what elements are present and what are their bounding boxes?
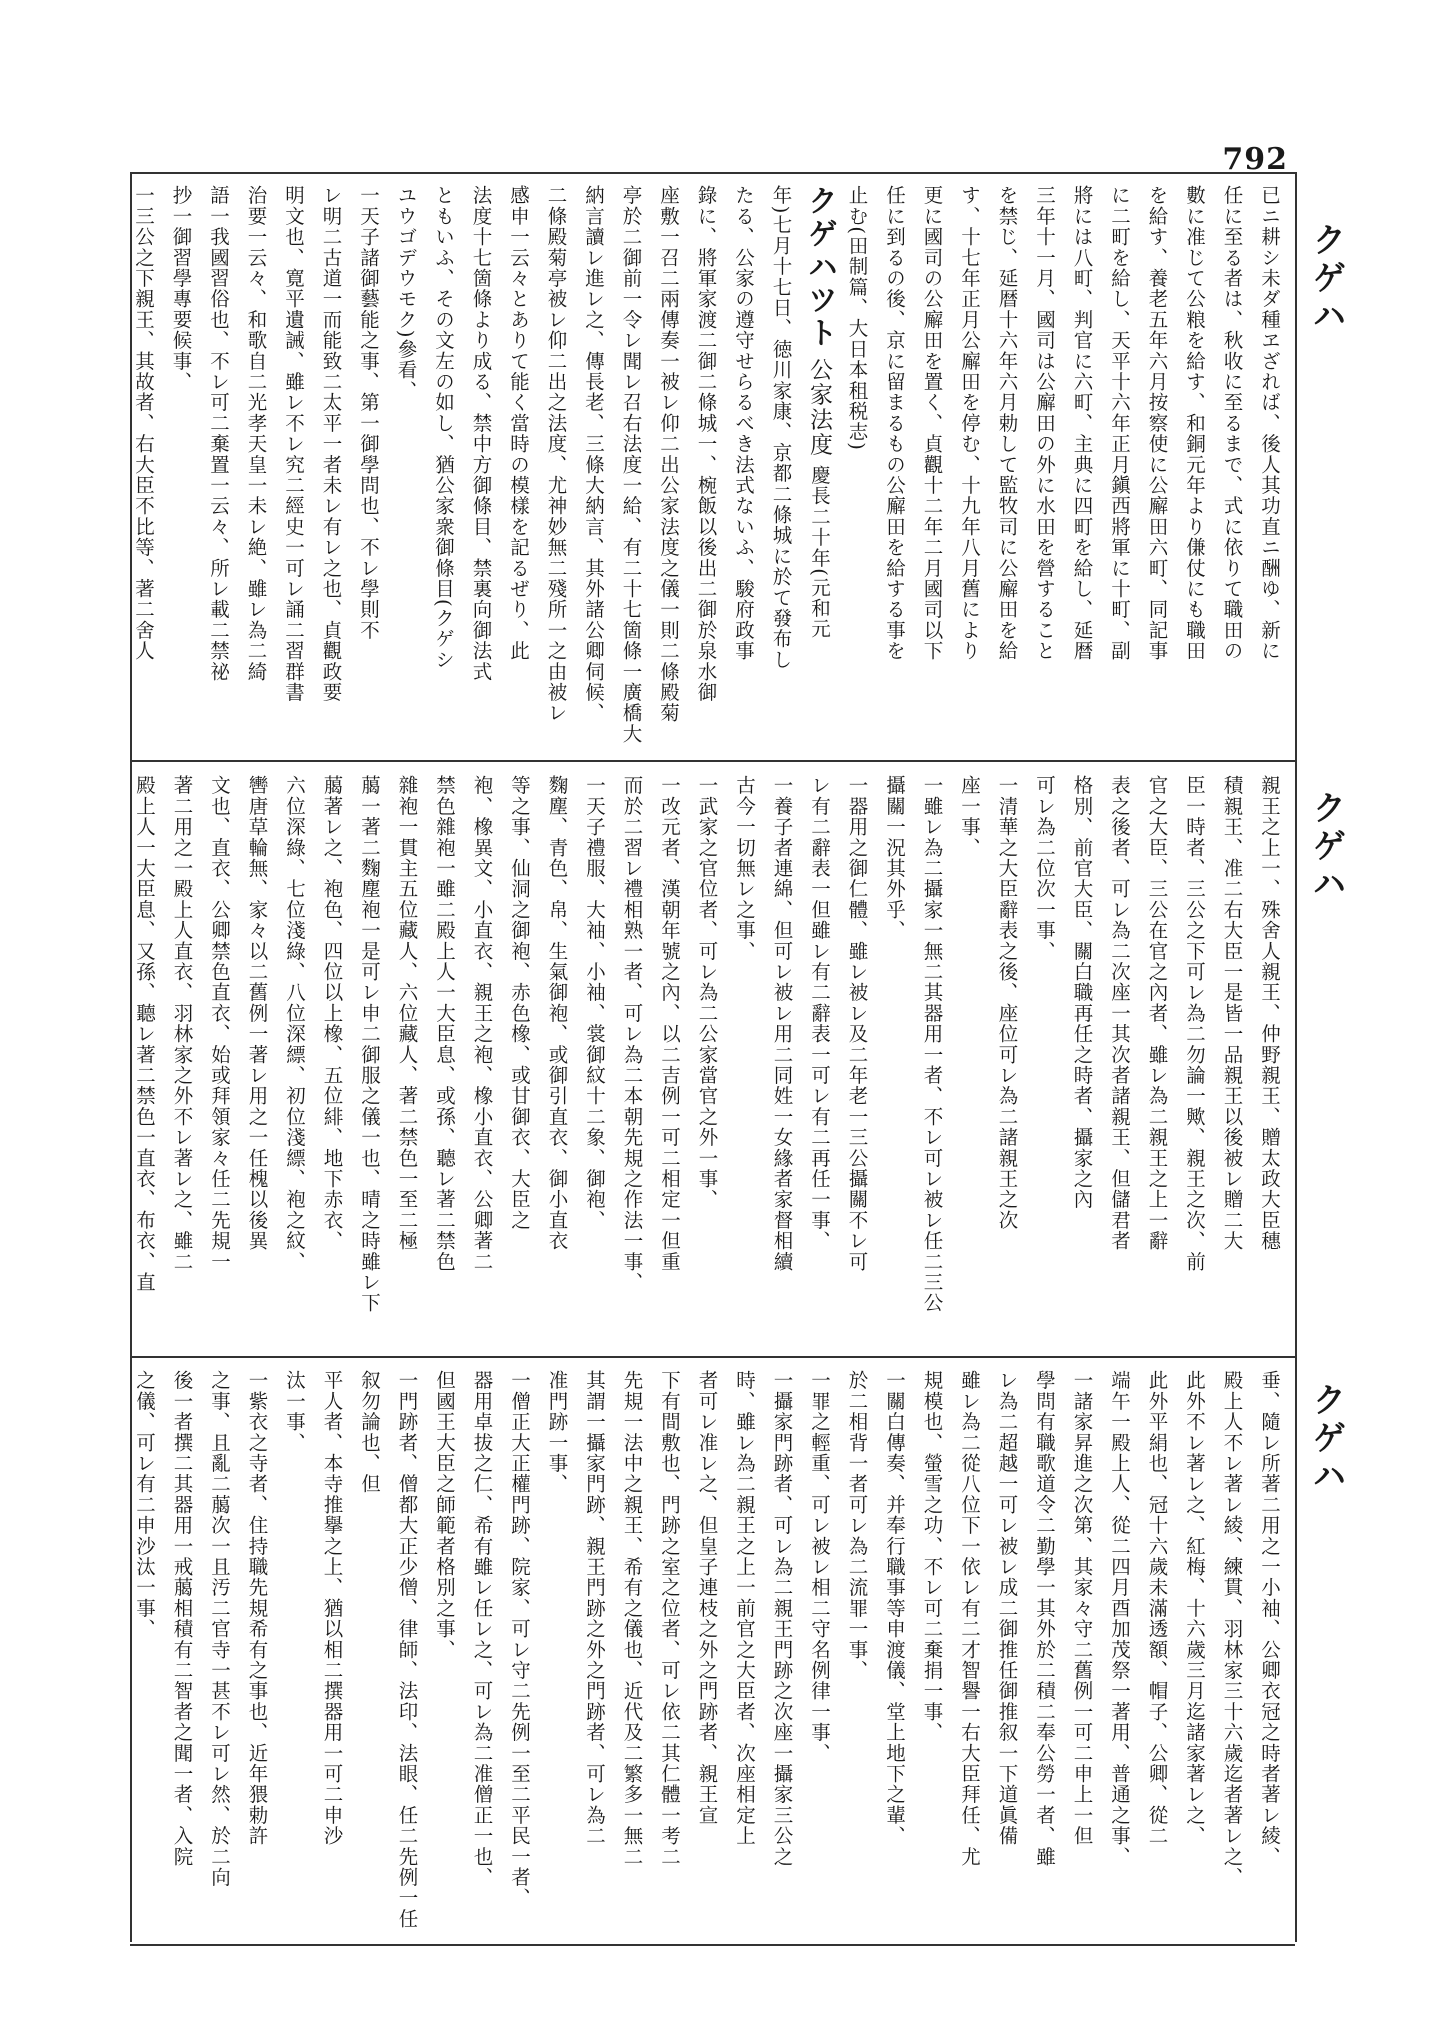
text-line: 格別、前官大臣、關白職再任之時者、攝家之內 xyxy=(1070,775,1094,1210)
text-line: ともいふ、その文左の如し、猶公家衆御條目(クゲシ xyxy=(432,185,455,670)
text-line: 一改元者、漢朝年號之內、以二吉例一可二相定一但重 xyxy=(658,775,681,1272)
text-line: 其謂一攝家門跡、親王門跡之外之門跡者、可レ為二 xyxy=(583,1370,606,1847)
text-line: レ明二古道一而能致二太平一者未レ有レ之也、貞觀政要 xyxy=(319,185,343,703)
text-line: を給す、養老五年六月按察使に公廨田六町、同記事 xyxy=(1145,185,1169,662)
text-line: 雖レ為二從八位下一依レ有二才智譽一右大臣拜任、尤 xyxy=(958,1370,981,1867)
running-head-middle: クゲハ xyxy=(1306,790,1346,904)
text-line: たる、公家の遵守せらるべき法式ないふ、駿府政事 xyxy=(732,185,755,662)
section-divider-upper xyxy=(130,760,1295,762)
running-head-top: クゲハ xyxy=(1306,222,1346,336)
text-line: 一門跡者、僧都大正少僧、律師、法印、法眼、任二先例一任叙勿論也、但 xyxy=(358,1370,419,1929)
text-line: 禁色雜袍一雖二殿上人一大臣息、或孫、聽レ著二禁色 xyxy=(433,775,456,1272)
text-line: 任に至る者は、秋收に至るまで、式に依りて職田の xyxy=(1220,185,1244,662)
text-line: ユウゴデウモク)參看、 xyxy=(394,185,418,401)
text-line: 者可レ准レ之、但皇子連枝之外之門跡者、親王宣 xyxy=(695,1370,719,1826)
text-line: 一天子諸御藝能之事、第一御學問也、不レ學則不 xyxy=(357,185,380,641)
text-line: 數に准じて公粮を給す、和銅元年より傔仗にも職田 xyxy=(1183,185,1206,662)
bottom-section xyxy=(133,1370,1288,1932)
text-line: 亭於二御前一令レ聞レ召右法度一給、有二十七箇條一廣橋大 xyxy=(619,185,643,744)
text-line: を禁じ、延暦十六年六月勅して監牧司に公廨田を給 xyxy=(995,185,1019,662)
text-line: 親王之上一、殊舍人親王、仲野親王、贈太政大臣穗 xyxy=(1258,775,1281,1252)
text-line: 表之後者、可レ為二次座一其次者諸親王、但儲君者 xyxy=(1108,775,1131,1252)
text-line: 止む(田制篇、大日本租税志) xyxy=(845,185,869,452)
text-line: 可レ為二位次一事、 xyxy=(1033,775,1056,962)
text-line: 先規一法中之親王、希有之儀也、近代及二繁多一無二 xyxy=(620,1370,644,1867)
text-line: 六位深綠、七位淺綠、八位深縹、初位淺縹、袍之紋、 xyxy=(283,775,306,1272)
entry-note: 慶長二十年(元和元 xyxy=(808,464,831,640)
text-line: 於二相背一者可レ為二流罪一事、 xyxy=(845,1370,869,1681)
text-line: 一紫衣之寺者、住持職先規希有之事也、近年猥勅許 xyxy=(245,1370,269,1847)
entry-subtitle: 公家法度 xyxy=(806,357,832,458)
text-line: 一養子者連綿、但可レ被レ用二同姓一女緣者家督相續 xyxy=(770,775,794,1272)
text-line: に二町を給し、天平十六年正月鎭西將軍に十町、副 xyxy=(1108,185,1131,662)
text-line: 臣一時者、三公之下可レ為二勿論一歟、親王之次、前 xyxy=(1183,775,1206,1272)
text-line: 一雖レ為二攝家一無二其器用一者、不レ可レ被レ任二三公 xyxy=(920,775,944,1314)
text-line: 抄一御習學專要候事、 xyxy=(169,185,193,392)
text-line: 學問有職歌道令二勤學一其外於二積二奉公勞一者、雖 xyxy=(1033,1370,1056,1867)
entry-title: クゲハツト xyxy=(802,185,837,350)
section-divider-lower xyxy=(130,1356,1295,1358)
text-line: 一武家之官位者、可レ為二公家當官之外一事、 xyxy=(695,775,719,1210)
text-line: 座敷一召二兩傳奏一被レ仰二出公家法度之儀一則二條殿菊 xyxy=(657,185,680,724)
text-line: 二條殿菊亭被レ仰二出之法度、尤神妙無二殘所一之由被レ xyxy=(544,185,568,724)
text-line: 垂、隨レ所著二用之一小袖、公卿衣冠之時者著レ綾、 xyxy=(1258,1370,1281,1867)
text-line: 等之事、仙洞之御袍、赤色橡、或甘御衣、大臣之 xyxy=(508,775,531,1231)
text-line: 一清華之大臣辭表之後、座位可レ為二諸親王之次 xyxy=(995,775,1019,1231)
text-line: 後一者撰二其器用一戒﨟相積有二智者之聞一者、入院 xyxy=(170,1370,194,1867)
text-line: 一攝家門跡者、可レ為二親王門跡之次座一攝家三公之 xyxy=(770,1370,794,1867)
text-line: 將には八町、判官に六町、主典に四町を給し、延暦 xyxy=(1070,185,1094,662)
text-line: 一天子禮服、大袖、小袖、裳御紋十二象、御袍、 xyxy=(583,775,606,1231)
text-line: 任に到るの後、京に留まるもの公廨田を給する事を xyxy=(883,185,906,662)
text-line: 錄に、將軍家渡二御二條城一、椀飯以後出二御於泉水御 xyxy=(694,185,718,703)
text-line: 之儀、可レ有二申沙汰一事、 xyxy=(133,1370,156,1640)
page-number: 792 xyxy=(1222,142,1288,177)
text-line: 法度十七箇條より成る、禁中方御條目、禁裏向御法式 xyxy=(469,185,493,682)
text-line: 時、雖レ為二親王之上一前官之大臣者、次座相定上 xyxy=(733,1370,756,1847)
text-line: 年)七月十七日、徳川家康、京都二條城に於て發布し xyxy=(769,185,793,670)
text-line: 一器用之御仁體、雖レ被レ及二年老一三公攝關不レ可 xyxy=(845,775,869,1272)
text-line: 積親王、准二右大臣一是皆一品親王以後被レ贈二大 xyxy=(1220,775,1244,1252)
text-line: 一關白傳奏、并奉行職事等申渡儀、堂上地下之輩、 xyxy=(883,1370,906,1847)
text-line: レ有二辭表一但雖レ有二辭表一可レ有二再任一事、 xyxy=(808,775,831,1252)
text-line: 更に國司の公廨田を置く、貞觀十二年二月國司以下 xyxy=(920,185,944,662)
text-line: 汰一事、 xyxy=(283,1370,306,1453)
text-line: 規模也、螢雪之功、不レ可二棄捐一事、 xyxy=(920,1370,944,1743)
running-head-bottom: クゲハ xyxy=(1306,1382,1346,1496)
text-line: 袍、橡異文、小直衣、親王之袍、橡小直衣、公卿著二 xyxy=(470,775,494,1272)
text-line: 三年十一月、國司は公廨田の外に水田を營すること xyxy=(1033,185,1056,662)
text-line: 端午一殿上人、從二四月酉加茂祭一著用、普通之事、 xyxy=(1108,1370,1131,1867)
text-line: 語一我國習俗也、不レ可二棄置一云々、所レ載二禁祕 xyxy=(207,185,230,682)
text-line: 治要一云々、和歌自二光孝天皇一未レ絶、雖レ為二綺 xyxy=(244,185,268,682)
text-line: 古今一切無レ之事、 xyxy=(733,775,756,962)
text-line: 官之大臣、三公在官之內者、雖レ為二親王之上一辭 xyxy=(1145,775,1169,1252)
text-line: す、十七年正月公廨田を停む、十九年八月舊により xyxy=(958,185,981,662)
text-line: 文也、直衣、公卿禁色直衣、始或拜領家々任二先規一 xyxy=(208,775,231,1272)
text-line: 著二用之一殿上人直衣、羽林家之外不レ著レ之、雖二 xyxy=(170,775,194,1272)
text-line: 麴塵、青色、帛、生氣御袍、或御引直衣、御小直衣 xyxy=(545,775,569,1252)
text-line: 一三公之下親王、其故者、右大臣不比等、著二舍人 xyxy=(132,185,155,662)
text-line: 但國王大臣之師範者格別之事、 xyxy=(433,1370,456,1660)
text-line: 﨟一著二麴塵袍一是可レ申二御服之儀一也、晴之時雖レ下 xyxy=(358,775,381,1314)
text-line: 之事、且亂二﨟次一且汚二官寺一甚不レ可レ然、於二向 xyxy=(208,1370,231,1888)
text-line: 納言讀レ進レ之、傳長老、三條大納言、其外諸公卿伺候、 xyxy=(582,185,605,724)
text-line: 感申一云々とありて能く當時の模樣を記るぜり、此 xyxy=(507,185,530,662)
entry-heading xyxy=(800,185,839,750)
text-line: 轡唐草輪無、家々以二舊例一著レ用之一任槐以後異 xyxy=(245,775,269,1252)
text-line: 殿上人一大臣息、又孫、聽レ著二禁色一直衣、布衣、直 xyxy=(133,775,156,1293)
text-line: 﨟著レ之、袍色、四位以上橡、五位緋、地下赤衣、 xyxy=(320,775,344,1252)
text-line: 座一事、 xyxy=(958,775,981,858)
text-line: 已ニ耕シ未ダ種ヱざれば、後人其功直ニ酬ゆ、新に xyxy=(1258,185,1281,662)
top-section xyxy=(132,185,1288,750)
text-line: 此外平絹也、冠十六歲未滿透額、帽子、公卿、從二 xyxy=(1145,1370,1169,1847)
text-line: 一諸家昇進之次第、其家々守二舊例一可二申上一但 xyxy=(1070,1370,1094,1847)
text-line: 一僧正大正權門跡、院家、可レ守二先例一至二平民一者、 xyxy=(508,1370,531,1909)
frame-right-border xyxy=(1295,172,1297,1942)
text-line: 准門跡一事、 xyxy=(545,1370,569,1495)
text-line: 平人者、本寺推擧之上、猶以相二撰器用一可二申沙 xyxy=(320,1370,344,1847)
text-line: 下有間敷也、門跡之室之位者、可レ依二其仁體一考二 xyxy=(658,1370,681,1867)
text-line: 一罪之輕重、可レ被レ相二守名例律一事、 xyxy=(808,1370,831,1764)
middle-section xyxy=(133,775,1288,1347)
text-line: 器用卓拔之仁、希有雖レ任レ之、可レ為二准僧正一也、 xyxy=(470,1370,494,1888)
text-line: 此外不レ著レ之、紅梅、十六歲三月迄諸家著レ之、 xyxy=(1183,1370,1206,1847)
text-line: 而於二習レ禮相熟一者、可レ為二本朝先規之作法一事、 xyxy=(620,775,644,1293)
text-line: 雜袍一貫主五位藏人、六位藏人、著二禁色一至二極 xyxy=(395,775,419,1252)
text-line: 明文也、寛平遺誡、雖レ不レ究二經史一可レ誦二習群書 xyxy=(282,185,305,703)
text-line: 殿上人不レ著レ綾、練貫、羽林家三十六歲迄者著レ之、 xyxy=(1220,1370,1244,1888)
text-line: レ為二超越一可レ被レ成二御推任御推叙一下道眞備 xyxy=(995,1370,1019,1847)
text-line: 攝關一況其外乎、 xyxy=(883,775,906,941)
